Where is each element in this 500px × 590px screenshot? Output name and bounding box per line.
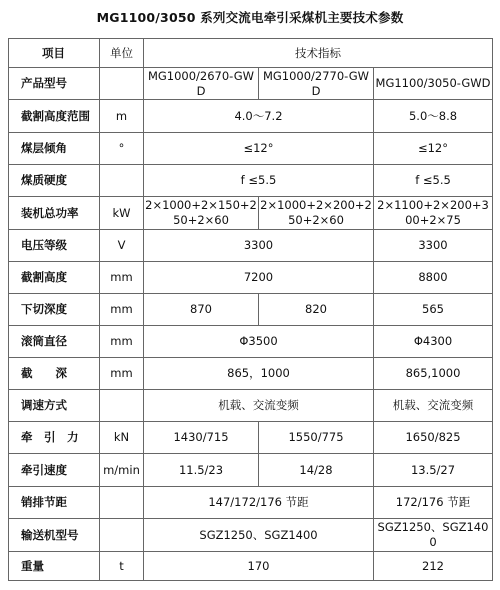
cell-hardness-3: f ≤5.5 [374, 165, 493, 197]
cell-speed-ctrl-12: 机载、交流变频 [144, 390, 374, 422]
row-unit [100, 390, 144, 422]
cell-cut-height-12: 7200 [144, 262, 374, 294]
cell-model-2: MG1000/2770-GWD [259, 68, 374, 100]
row-label: 装机总功率 [9, 197, 100, 230]
row-unit: kW [100, 197, 144, 230]
row-unit [100, 519, 144, 552]
row-unit: m [100, 100, 144, 133]
row-speed-ctrl [9, 390, 493, 422]
cell-undercut-2: 820 [259, 294, 374, 326]
row-label: 调速方式 [9, 390, 100, 422]
row-unit: mm [100, 358, 144, 390]
spec-table [8, 38, 493, 581]
row-label: 输送机型号 [9, 519, 100, 552]
row-depth [9, 358, 493, 390]
cell-model-1: MG1000/2670-GWD [144, 68, 259, 100]
row-label: 产品型号 [9, 68, 100, 100]
row-unit [100, 165, 144, 197]
cell-hardness-12: f ≤5.5 [144, 165, 374, 197]
row-label: 牵 引 力 [9, 422, 100, 454]
cell-traction-speed-3: 13.5/27 [374, 454, 493, 487]
header-spec: 技术指标 [144, 39, 493, 68]
row-unit: m/min [100, 454, 144, 487]
row-label: 截割高度范围 [9, 100, 100, 133]
row-unit: mm [100, 326, 144, 358]
cell-cut-height-3: 8800 [374, 262, 493, 294]
cell-power-2: 2×1000+2×200+250+2×60 [259, 197, 374, 230]
row-power [9, 197, 493, 230]
row-cut-range [9, 100, 493, 133]
row-dip [9, 133, 493, 165]
cell-voltage-3: 3300 [374, 230, 493, 262]
cell-speed-ctrl-3: 机载、交流变频 [374, 390, 493, 422]
row-label: 重量 [9, 552, 100, 581]
row-conveyor [9, 519, 493, 552]
row-label: 电压等级 [9, 230, 100, 262]
row-label: 截 深 [9, 358, 100, 390]
cell-traction-1: 1430/715 [144, 422, 259, 454]
cell-pitch-3: 172/176 节距 [374, 487, 493, 519]
cell-cut-range-12: 4.0～7.2 [144, 100, 374, 133]
page-title: MG1100/3050 系列交流电牵引采煤机主要技术参数 [96, 10, 404, 25]
row-label: 下切深度 [9, 294, 100, 326]
row-unit: V [100, 230, 144, 262]
row-unit: mm [100, 262, 144, 294]
cell-dip-12: ≤12° [144, 133, 374, 165]
cell-depth-12: 865，1000 [144, 358, 374, 390]
row-voltage [9, 230, 493, 262]
cell-traction-speed-2: 14/28 [259, 454, 374, 487]
row-drum [9, 326, 493, 358]
cell-drum-3: Φ4300 [374, 326, 493, 358]
cell-traction-speed-1: 11.5/23 [144, 454, 259, 487]
cell-traction-3: 1650/825 [374, 422, 493, 454]
cell-power-3: 2×1100+2×200+300+2×75 [374, 197, 493, 230]
row-traction [9, 422, 493, 454]
row-weight [9, 552, 493, 581]
cell-pitch-12: 147/172/176 节距 [144, 487, 374, 519]
row-undercut [9, 294, 493, 326]
row-unit: kN [100, 422, 144, 454]
row-unit: mm [100, 294, 144, 326]
header-unit: 单位 [100, 39, 144, 68]
cell-power-1: 2×1000+2×150+250+2×60 [144, 197, 259, 230]
row-cut-height [9, 262, 493, 294]
cell-drum-12: Φ3500 [144, 326, 374, 358]
row-label: 牵引速度 [9, 454, 100, 487]
row-unit: ° [100, 133, 144, 165]
row-traction-speed [9, 454, 493, 487]
cell-weight-3: 212 [374, 552, 493, 581]
cell-undercut-3: 565 [374, 294, 493, 326]
row-label: 煤层倾角 [9, 133, 100, 165]
row-unit: t [100, 552, 144, 581]
cell-voltage-12: 3300 [144, 230, 374, 262]
row-hardness [9, 165, 493, 197]
row-pitch [9, 487, 493, 519]
row-unit [100, 68, 144, 100]
row-label: 滚筒直径 [9, 326, 100, 358]
cell-undercut-1: 870 [144, 294, 259, 326]
row-label: 煤质硬度 [9, 165, 100, 197]
header-item: 项目 [9, 39, 100, 68]
row-label: 截割高度 [9, 262, 100, 294]
cell-weight-12: 170 [144, 552, 374, 581]
cell-dip-3: ≤12° [374, 133, 493, 165]
cell-traction-2: 1550/775 [259, 422, 374, 454]
cell-conveyor-3: SGZ1250、SGZ1400 [374, 519, 493, 552]
header-row [9, 39, 493, 68]
cell-conveyor-12: SGZ1250、SGZ1400 [144, 519, 374, 552]
row-unit [100, 487, 144, 519]
row-label: 销排节距 [9, 487, 100, 519]
cell-depth-3: 865,1000 [374, 358, 493, 390]
row-model [9, 68, 493, 100]
cell-model-3: MG1100/3050-GWD [374, 68, 493, 100]
cell-cut-range-3: 5.0～8.8 [374, 100, 493, 133]
